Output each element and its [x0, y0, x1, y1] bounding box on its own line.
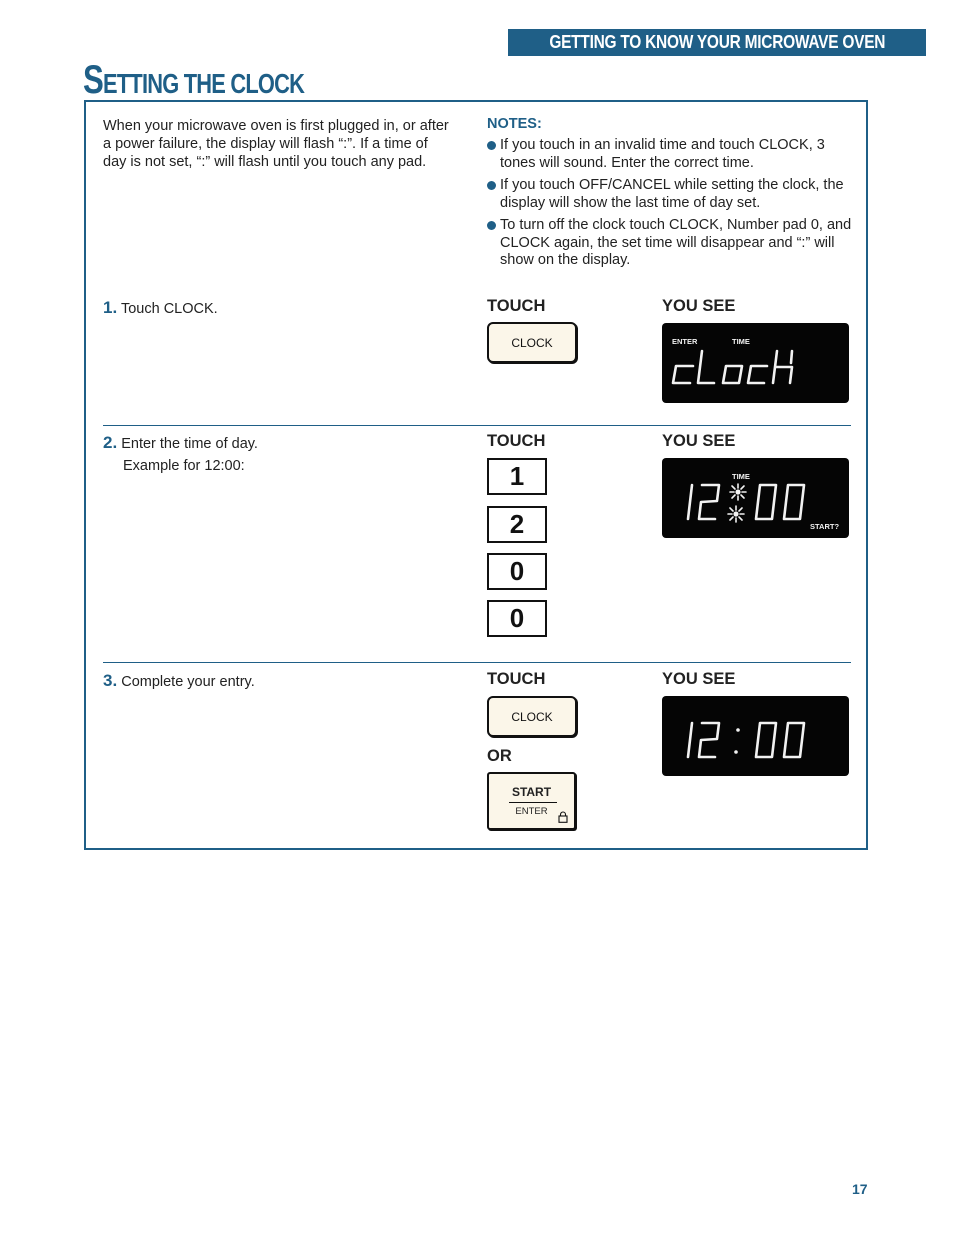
page-title [83, 58, 366, 103]
enter-label: ENTER [515, 806, 548, 817]
section-header-text: GETTING TO KNOW YOUR MICROWAVE OVEN [549, 32, 885, 52]
step-number: 1. [103, 298, 118, 317]
touch-label: TOUCH [487, 670, 546, 688]
you-see-label: YOU SEE [662, 670, 736, 688]
step-text: Enter the time of day. [121, 436, 258, 452]
start-divider [509, 802, 557, 803]
step-2 [103, 433, 258, 453]
display-time-set [662, 696, 849, 776]
page-title-rest: ETTING THE CLOCK [103, 68, 305, 99]
time-indicator: TIME [732, 337, 750, 346]
time-indicator: TIME [732, 472, 750, 481]
note-item [487, 217, 857, 270]
note-item [487, 137, 857, 172]
enter-indicator: ENTER [672, 337, 698, 346]
step-divider [103, 662, 851, 663]
display-readout-1200-flashing [662, 458, 849, 538]
clock-button-label: CLOCK [511, 335, 553, 350]
number-pad-0[interactable]: 0 [487, 553, 547, 590]
display-time-flashing [662, 458, 849, 538]
bullet-icon [487, 141, 496, 150]
clock-button-label: CLOCK [511, 709, 553, 724]
display-readout-clock [662, 323, 849, 403]
display-readout-1200 [662, 696, 849, 776]
note-text: If you touch in an invalid time and touch CLOCK, 3 tones will sound. Enter the correct time. [500, 137, 825, 171]
you-see-label: YOU SEE [662, 432, 736, 450]
section-header [508, 29, 926, 56]
bullet-icon [487, 181, 496, 190]
clock-button[interactable] [487, 322, 577, 363]
note-item [487, 177, 857, 212]
step-1 [103, 298, 218, 318]
you-see-label: YOU SEE [662, 297, 736, 315]
notes-list [487, 137, 857, 275]
step-text: Complete your entry. [121, 674, 255, 690]
display-clock [662, 323, 849, 403]
bullet-icon [487, 221, 496, 230]
intro-paragraph: When your microwave oven is first plugged in, or after a power failure, the display will flash “:”. If a time of day is not set, “:” will flash until you touch any pad. [103, 118, 449, 170]
number-pad-0[interactable]: 0 [487, 600, 547, 637]
step-number: 3. [103, 671, 118, 690]
clock-button[interactable] [487, 696, 577, 737]
step-divider [103, 425, 851, 426]
step-3 [103, 671, 255, 691]
note-text: If you touch OFF/CANCEL while setting the clock, the display will show the last time of day set. [500, 177, 844, 211]
lock-icon [558, 811, 568, 823]
step-example: Example for 12:00: [123, 458, 245, 474]
page-number: 17 [852, 1181, 868, 1197]
start-enter-button[interactable] [487, 772, 576, 830]
step-text: Touch CLOCK. [120, 301, 218, 317]
or-label: OR [487, 747, 512, 765]
notes-heading: NOTES: [487, 116, 542, 132]
start-indicator: START? [810, 522, 840, 531]
number-pad-1[interactable]: 1 [487, 458, 547, 495]
touch-label: TOUCH [487, 432, 546, 450]
start-label: START [511, 785, 552, 799]
note-text: To turn off the clock touch CLOCK, Number pad 0, and CLOCK again, the set time will disappear and “:” will show on the display. [500, 217, 852, 268]
page-title-initial: S [83, 58, 104, 102]
step-number: 2. [103, 433, 118, 452]
number-pad-2[interactable]: 2 [487, 506, 547, 543]
touch-label: TOUCH [487, 297, 546, 315]
